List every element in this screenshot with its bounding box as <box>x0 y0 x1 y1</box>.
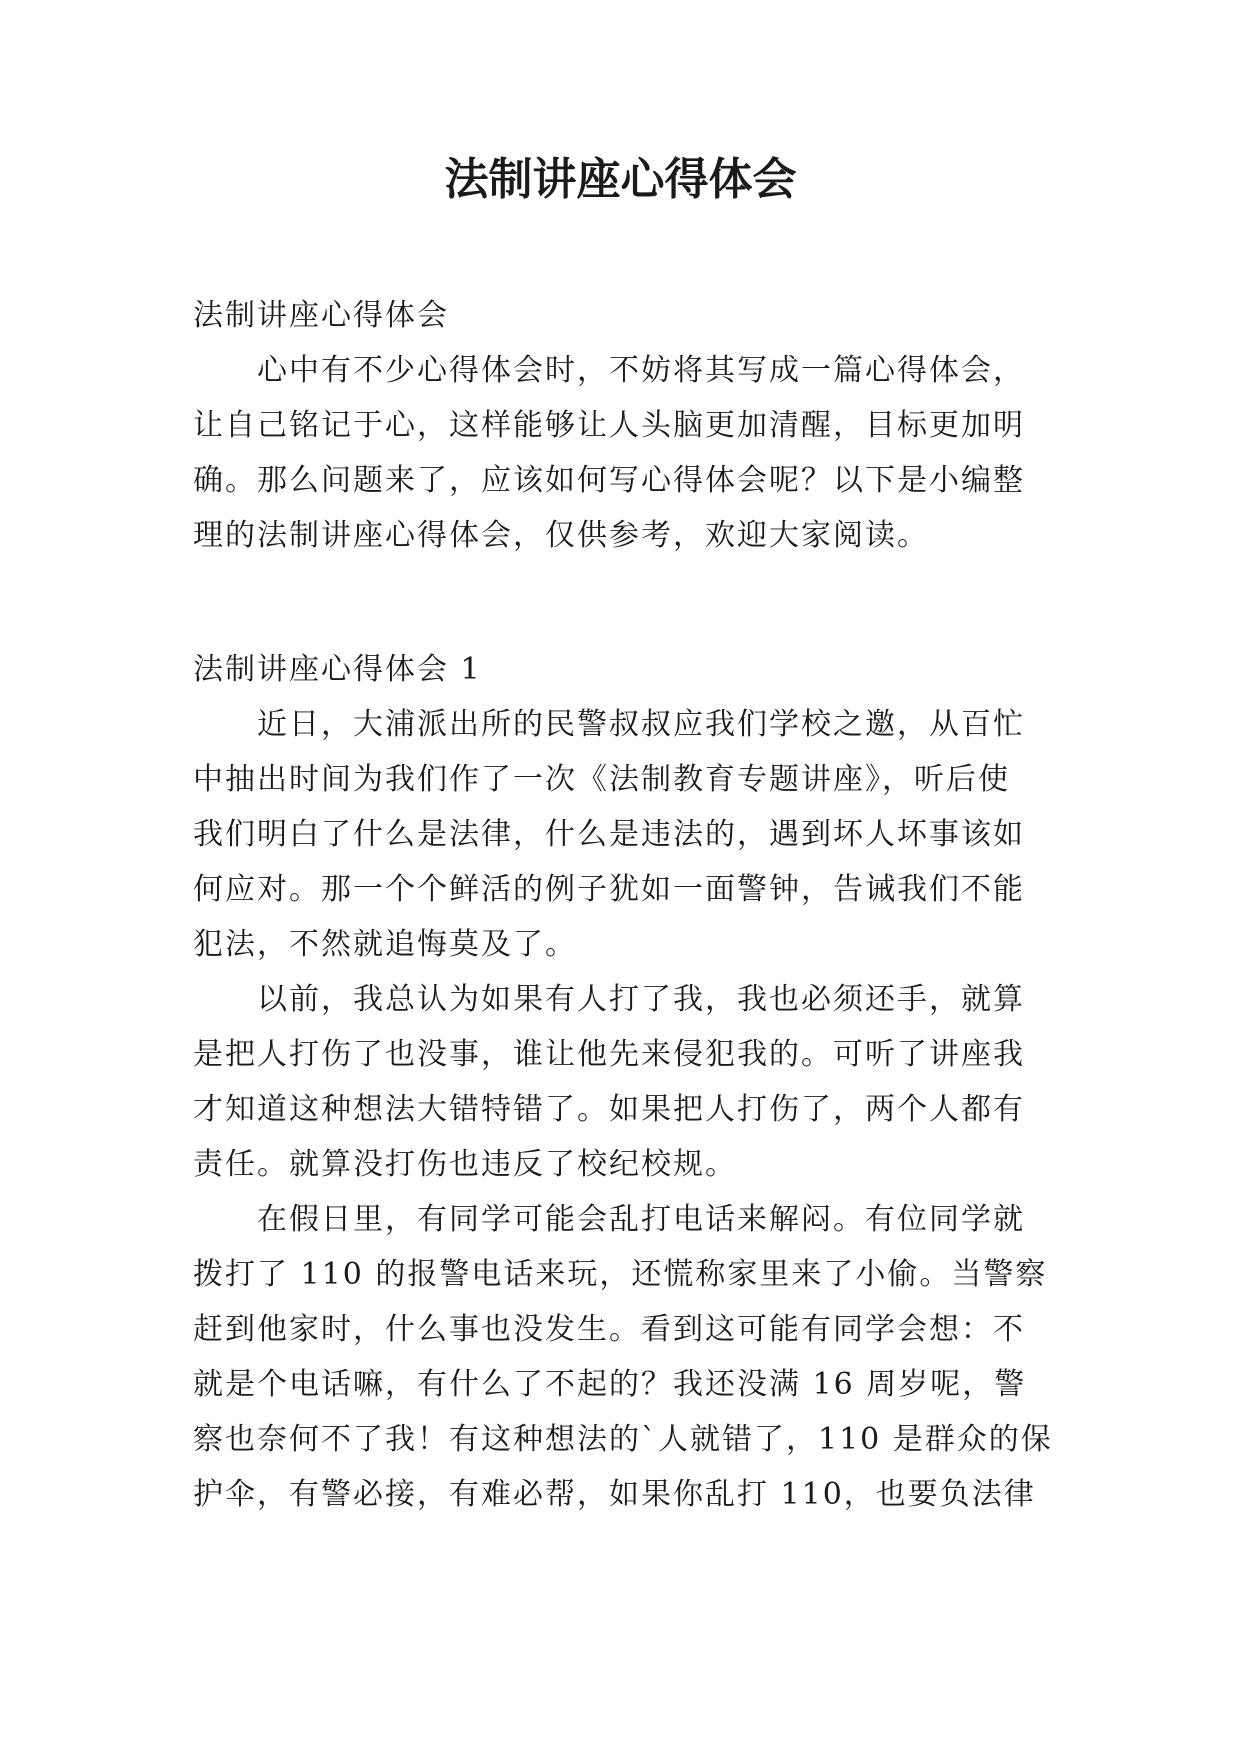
section1-paragraph-1 <box>193 697 1073 972</box>
text-line: 以前，我总认为如果有人打了我，我也必须还手，就算 <box>257 982 1025 1017</box>
text-line: 护伞，有警必接，有难必帮，如果你乱打 110，也要负法律 <box>193 1477 1036 1512</box>
text-line: 察也奈何不了我！有这种想法的`人就错了，110 是群众的保 <box>193 1422 1053 1457</box>
text-line: 理的法制讲座心得体会，仅供参考，欢迎大家阅读。 <box>193 518 929 553</box>
text-line: 在假日里，有同学可能会乱打电话来解闷。有位同学就 <box>257 1202 1025 1237</box>
section-spacer <box>193 563 1073 642</box>
text-line: 赶到他家时，什么事也没发生。看到这可能有同学会想：不 <box>193 1312 1025 1347</box>
text-line: 我们明白了什么是法律，什么是违法的，遇到坏人坏事该如 <box>193 817 1025 852</box>
text-line: 心中有不少心得体会时，不妨将其写成一篇心得体会， <box>257 353 1025 388</box>
text-line: 确。那么问题来了，应该如何写心得体会呢？以下是小编整 <box>193 463 1025 498</box>
document-title: 法制讲座心得体会 <box>444 154 797 205</box>
text-line: 就是个电话嘛，有什么了不起的？我还没满 16 周岁呢，警 <box>193 1367 1027 1402</box>
intro-paragraph <box>193 343 1073 563</box>
text-line: 是把人打伤了也没事，谁让他先来侵犯我的。可听了讲座我 <box>193 1037 1025 1072</box>
intro-heading: 法制讲座心得体会 <box>193 298 449 333</box>
section1-paragraph-2 <box>193 972 1073 1192</box>
text-line: 才知道这种想法大错特错了。如果把人打伤了，两个人都有 <box>193 1092 1025 1127</box>
document-body <box>193 288 1073 1522</box>
text-line: 让自己铭记于心，这样能够让人头脑更加清醒，目标更加明 <box>193 408 1025 443</box>
text-line: 中抽出时间为我们作了一次《法制教育专题讲座》，听后使 <box>193 762 1010 797</box>
text-line: 何应对。那一个个鲜活的例子犹如一面警钟，告诫我们不能 <box>193 872 1025 907</box>
text-line: 拨打了 110 的报警电话来玩，还慌称家里来了小偷。当警察 <box>193 1257 1048 1292</box>
section1-heading: 法制讲座心得体会 1 <box>193 652 482 687</box>
text-line: 犯法，不然就追悔莫及了。 <box>193 927 577 962</box>
text-line: 责任。就算没打伤也违反了校纪校规。 <box>193 1147 737 1182</box>
section1-paragraph-3 <box>193 1192 1073 1522</box>
text-line: 近日，大浦派出所的民警叔叔应我们学校之邀，从百忙 <box>257 707 1025 742</box>
